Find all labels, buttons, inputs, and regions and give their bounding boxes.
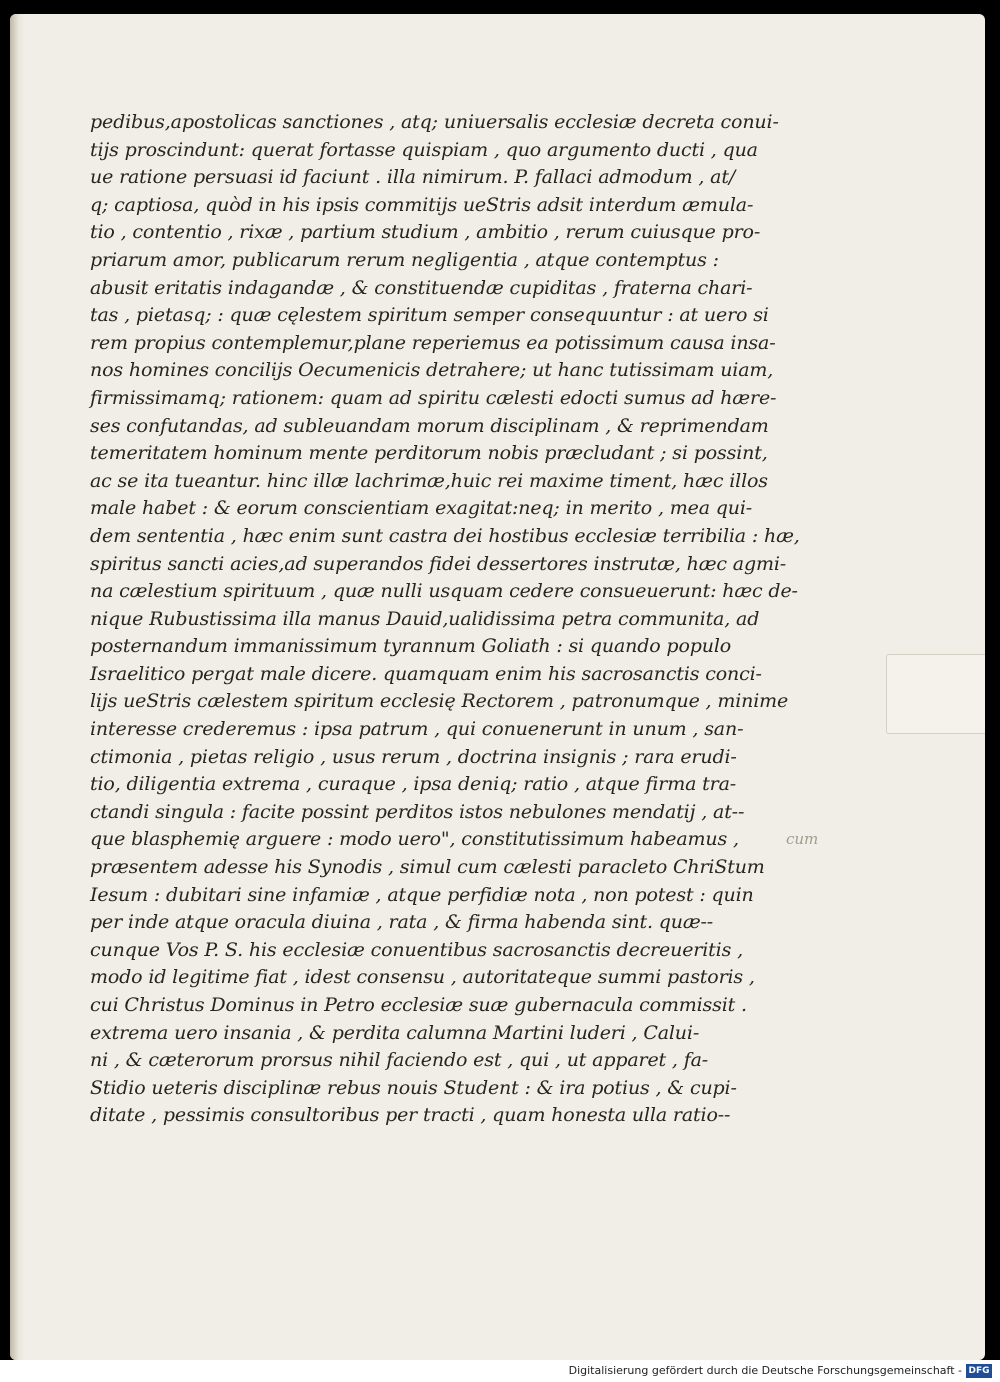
text-line: præsentem adesse his Synodis , simul cum cælesti paracleto ChriStum [90, 856, 765, 879]
text-line: ue ratione persuasi id faciunt . illa nimirum. P. fallaci admodum , at/ [90, 166, 736, 189]
text-line: priarum amor, publicarum rerum negligentia , atque contemptus : [90, 248, 719, 271]
text-line: modo id legitime fiat , idest consensu , autoritateque summi pastoris , [90, 966, 755, 989]
text-line: extrema uero insania , & perdita calumna Martini luderi , Calui- [90, 1021, 700, 1044]
text-line: Stidio ueteris disciplinæ rebus nouis Student : & ira potius , & cupi- [90, 1076, 737, 1099]
text-line: pedibus,apostolicas sanctiones , atq; uniuersalis ecclesiæ decreta conui- [90, 111, 779, 133]
text-line: tio , contentio , rixæ , partium studium , ambitio , rerum cuiusque pro- [90, 221, 761, 244]
text-line: na cælestium spirituum , quæ nulli usquam cedere consueuerunt: hæc de- [90, 580, 798, 603]
marginal-note: cum [786, 830, 819, 848]
text-line: rem propius contemplemur,plane reperiemus ea potissimum causa insa- [90, 331, 776, 354]
text-line: lijs ueStris cælestem spiritum ecclesię Rectorem , patronumque , minime [90, 690, 789, 713]
text-line: per inde atque oracula diuina , rata , & firma habenda sint. quæ-- [90, 911, 714, 934]
book-page [10, 14, 985, 1360]
text-line: que blasphemię arguere : modo uero", constitutissimum habeamus , [90, 828, 739, 851]
latin-text-block [90, 109, 800, 1130]
text-line: ses confutandas, ad subleuandam morum disciplinam , & reprimendam [90, 414, 769, 437]
text-line: temeritatem hominum mente perditorum nobis præcludant ; si possint, [90, 442, 768, 465]
text-line: cui Christus Dominus in Petro ecclesiæ suæ gubernacula commissit . [90, 994, 747, 1016]
text-line: tio, diligentia extrema , curaque , ipsa deniq; ratio , atque firma tra- [90, 773, 737, 796]
text-line: cunque Vos P. S. his ecclesiæ conuentibus sacrosanctis decreueritis , [90, 938, 743, 961]
text-line: nos homines concilijs Oecumenicis detrahere; ut hanc tutissimam uiam, [90, 359, 774, 382]
text-line: dem sententia , hæc enim sunt castra dei hostibus ecclesiæ terribilia : hæ, [90, 524, 800, 547]
text-line: ac se ita tueantur. hinc illæ lachrimæ,huic rei maxime timent, hæc illos [90, 469, 768, 492]
text-line: firmissimamq; rationem: quam ad spiritu cælesti edocti sumus ad hære- [90, 386, 777, 409]
text-line: posternandum immanissimum tyrannum Goliath : si quando populo [90, 635, 732, 658]
text-line: q; captiosa, quòd in his ipsis commitijs ueStris adsit interdum æmula- [90, 193, 754, 216]
dfg-logo-icon: DFG [966, 1364, 992, 1378]
funding-credit: Digitalisierung gefördert durch die Deutsche Forschungsgemeinschaft - [568, 1364, 962, 1377]
text-line: tijs proscindunt: querat fortasse quispiam , quo argumento ducti , qua [90, 138, 758, 161]
text-line: interesse crederemus : ipsa patrum , qui conuenerunt in unum , san- [90, 718, 744, 741]
text-line: abusit eritatis indagandæ , & constituendæ cupiditas , fraterna chari- [90, 276, 753, 299]
text-line: male habet : & eorum conscientiam exagitat:neq; in merito , mea qui- [90, 497, 753, 520]
text-line: Israelitico pergat male dicere. quamquam enim his sacrosanctis conci- [90, 662, 762, 685]
digitization-footer [0, 1360, 1000, 1382]
text-line: Iesum : dubitari sine infamiæ , atque perfidiæ nota , non potest : quin [90, 883, 754, 906]
page-tab-marker [886, 654, 985, 734]
text-line: ditate , pessimis consultoribus per tracti , quam honesta ulla ratio-- [90, 1104, 731, 1127]
text-line: spiritus sancti acies,ad superandos fidei dessertores instrutæ, hæc agmi- [90, 552, 787, 575]
text-line: nique Rubustissima illa manus Dauid,ualidissima petra communita, ad [90, 607, 760, 630]
text-line: ni , & cæterorum prorsus nihil faciendo est , qui , ut apparet , fa- [90, 1049, 709, 1072]
text-line: ctandi singula : facite possint perditos istos nebulones mendatij , at-- [90, 800, 745, 823]
text-line: ctimonia , pietas religio , usus rerum , doctrina insignis ; rara erudi- [90, 745, 737, 768]
page-binding-shadow [10, 14, 24, 1360]
text-line: tas , pietasq; : quæ cęlestem spiritum semper consequuntur : at uero si [90, 304, 769, 327]
